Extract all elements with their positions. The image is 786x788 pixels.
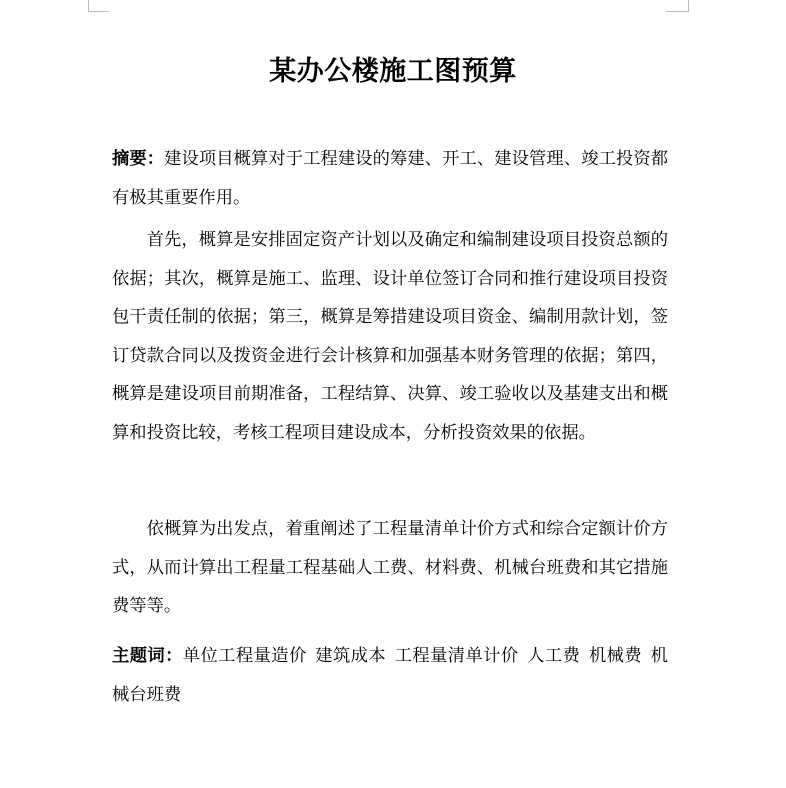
keyword: 建筑成本 xyxy=(315,646,387,666)
page-title: 某办公楼施工图预算 xyxy=(269,56,517,87)
keyword: 人工费 xyxy=(527,646,581,666)
body-paragraph-2-container xyxy=(112,510,668,626)
keyword: 单位工程量造价 xyxy=(182,646,307,666)
body-paragraph-1-container xyxy=(112,221,668,452)
keyword: 机械费 xyxy=(588,646,643,666)
keyword: 工程量清单计价 xyxy=(394,646,519,666)
abstract-text: 建设项目概算对于工程建设的筹建、开工、建设管理、竣工投资都有极其重要作用。 xyxy=(112,149,668,208)
abstract-label: 摘要： xyxy=(112,149,165,169)
crop-mark-top-left xyxy=(88,0,109,12)
body-paragraph-2: 依概算为出发点，着重阐述了工程量清单计价方式和综合定额计价方式，从而计算出工程量工程基础人工费、材料费、机械台班费和其它措施费等等。 xyxy=(112,519,668,616)
keywords-label: 主题词： xyxy=(112,646,183,666)
abstract-section xyxy=(112,140,668,217)
body-paragraph-1: 首先，概算是安排固定资产计划以及确定和编制建设项目投资总额的依据；其次，概算是施工、监理、设计单位签订合同和推行建设项目投资包干责任制的依据；第三，概算是筹措建设项目资金、编制用款计划，签订贷款合同以及拨资金进行会计核算和加强基本财务管理的依据；第四，概算是建设项目前期准备，工程结算、决算、竣工验收以及基建支出和概算和投资比较，考核工程项目建设成本，分析投资效果的依据。 xyxy=(112,230,668,443)
crop-mark-top-right xyxy=(666,0,689,12)
keywords-section xyxy=(112,637,668,714)
keyword: 机械台班费 xyxy=(112,646,668,705)
